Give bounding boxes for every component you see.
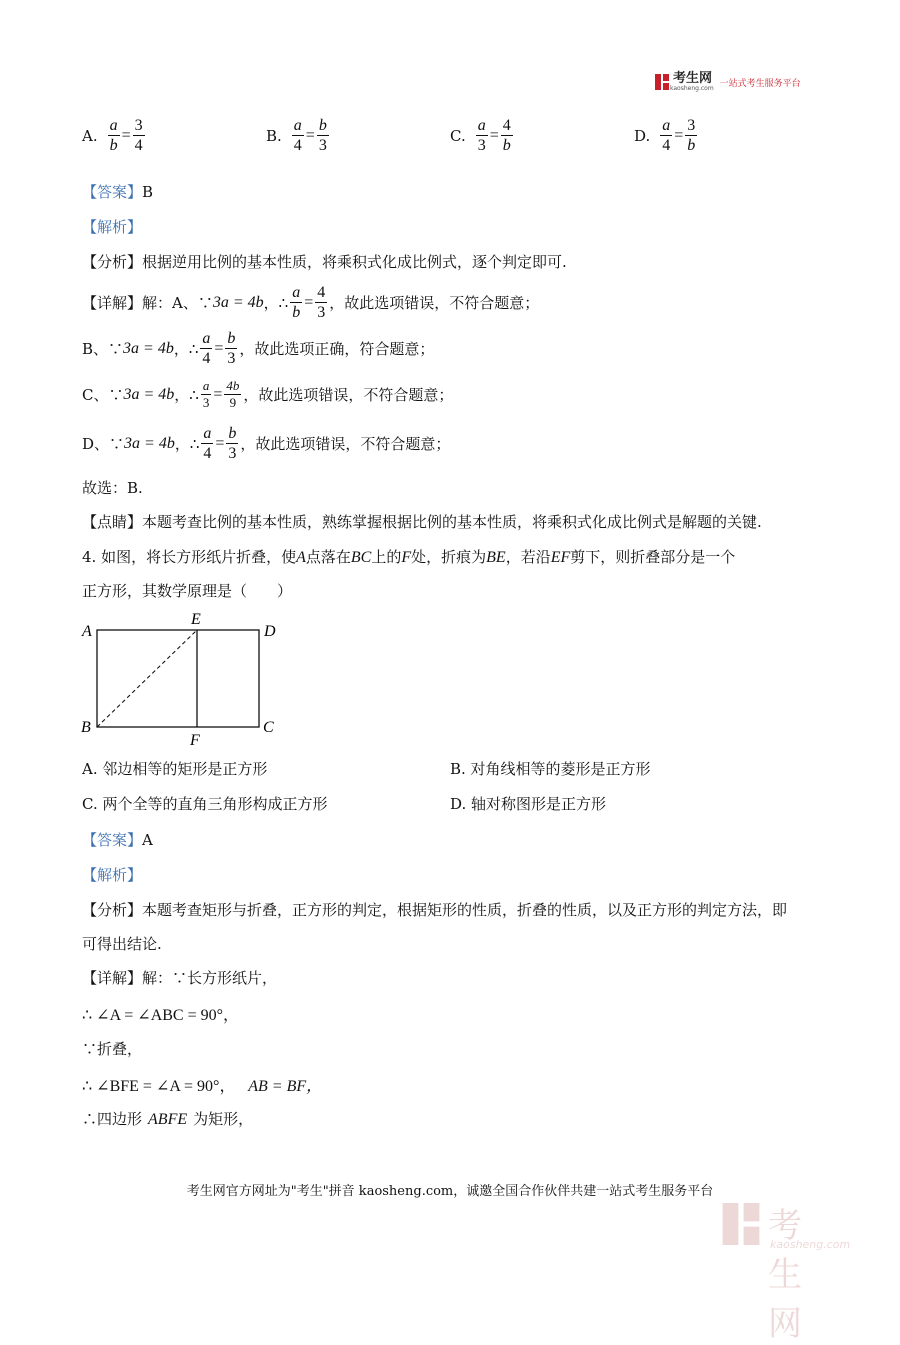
q3-choose: 故选：B. <box>82 479 143 497</box>
q3-jiexi-heading: 【解析】 <box>82 218 143 236</box>
page-footer: 考生网官方网址为"考生"拼音 kaosheng.com，诚邀全国合作伙伴共建一站式考生服务平台 <box>186 1184 714 1199</box>
watermark-domain: kaosheng.com <box>770 1238 851 1251</box>
q4-step3: ∴ ∠BFE = ∠A = 90°， AB = BF， <box>82 1078 323 1095</box>
logo-name: 考生网 <box>673 71 713 86</box>
logo-domain: kaosheng.com <box>670 85 714 92</box>
q3-option-b: B. $\frac{a}{4}$ = $\frac{b}{3}$ <box>266 117 327 154</box>
q3-detail-c: C、∵ 3a = 4b ， ∴ $\frac{a}{3}$ = $\frac{4b}{9}$ ，故此选项错误，不符合题意； <box>82 378 454 410</box>
q4-answer: 【答案】A <box>82 831 153 849</box>
label-a: A <box>82 623 92 640</box>
q3-option-c: C. $\frac{a}{3}$ = $\frac{4}{b}$ <box>450 117 511 154</box>
q4-fenxi-line1: 【分析】本题考查矩形与折叠，正方形的判定，根据矩形的性质，折叠的性质，以及正方形的判定方法，即 <box>82 901 788 919</box>
watermark <box>720 1200 851 1344</box>
q3-detail-d: D、∵ 3a = 4b ， ∴ $\frac{a}{4}$ = $\frac{b}{3}$ ，故此选项错误，不符合题意； <box>82 425 451 462</box>
kaosheng-logo-icon <box>654 73 670 91</box>
q3-dianjing: 【点睛】本题考查比例的基本性质，熟练掌握根据比例的基本性质，将乘积式化成比例式是解题的关键. <box>82 513 762 531</box>
q4-stem-line2: 正方形，其数学原理是（ ） <box>82 582 293 600</box>
outer-rectangle <box>97 630 259 727</box>
watermark-logo-icon <box>720 1200 762 1248</box>
label-d: D <box>264 623 276 640</box>
header-slogan: 一站式考生服务平台 <box>719 78 801 89</box>
q4-option-c: C. 两个全等的直角三角形构成正方形 <box>82 795 328 813</box>
q3-fenxi: 【分析】根据逆用比例的基本性质，将乘积式化成比例式，逐个判定即可. <box>82 253 567 271</box>
q4-jiexi-heading: 【解析】 <box>82 866 143 884</box>
q3-answer: 【答案】B <box>82 183 154 201</box>
q4-step4: ∴四边形 ABFE 为矩形， <box>82 1110 254 1128</box>
option-label: D. <box>634 126 651 145</box>
option-label: B. <box>266 126 282 145</box>
q4-figure <box>76 608 286 748</box>
q4-option-d: D. 轴对称图形是正方形 <box>450 795 607 813</box>
option-label: C. <box>450 126 466 145</box>
watermark-text: 考生网 <box>768 1206 802 1344</box>
q3-detail-a: 【详解】 解：A、∵ 3a = 4b ， ∴ $\frac{a}{b}$ = $\frac{4}{3}$ ，故此选项错误，不符合题意； <box>82 284 540 321</box>
fold-line-be <box>97 630 197 727</box>
q4-stem-line1: 4. 如图，将长方形纸片折叠，使A点落在BC上的F处，折痕为BE，若沿EF剪下，则折叠部分是一个 <box>82 548 736 566</box>
q3-option-d: D. $\frac{a}{4}$ = $\frac{3}{b}$ <box>634 117 696 154</box>
q4-fenxi-line2: 可得出结论. <box>82 935 162 953</box>
header-logo <box>654 72 801 92</box>
q4-step2: ∵折叠， <box>82 1040 143 1058</box>
option-label: A. <box>82 126 98 145</box>
q3-detail-b: B、∵ 3a = 4b ， ∴ $\frac{a}{4}$ = $\frac{b}{3}$ ，故此选项正确，符合题意； <box>82 330 435 367</box>
q4-option-b: B. 对角线相等的菱形是正方形 <box>450 760 651 778</box>
q4-step1: ∴ ∠A = ∠ABC = 90°， <box>82 1007 240 1024</box>
label-c: C <box>263 719 274 736</box>
label-f: F <box>190 732 200 748</box>
q3-option-a: A. $\frac{a}{b}$ = $\frac{3}{4}$ <box>82 117 143 154</box>
label-b: B <box>81 719 91 736</box>
label-e: E <box>191 611 201 628</box>
q4-detail-1: 【详解】解：∵长方形纸片， <box>82 969 278 987</box>
q4-option-a: A. 邻边相等的矩形是正方形 <box>82 760 268 778</box>
